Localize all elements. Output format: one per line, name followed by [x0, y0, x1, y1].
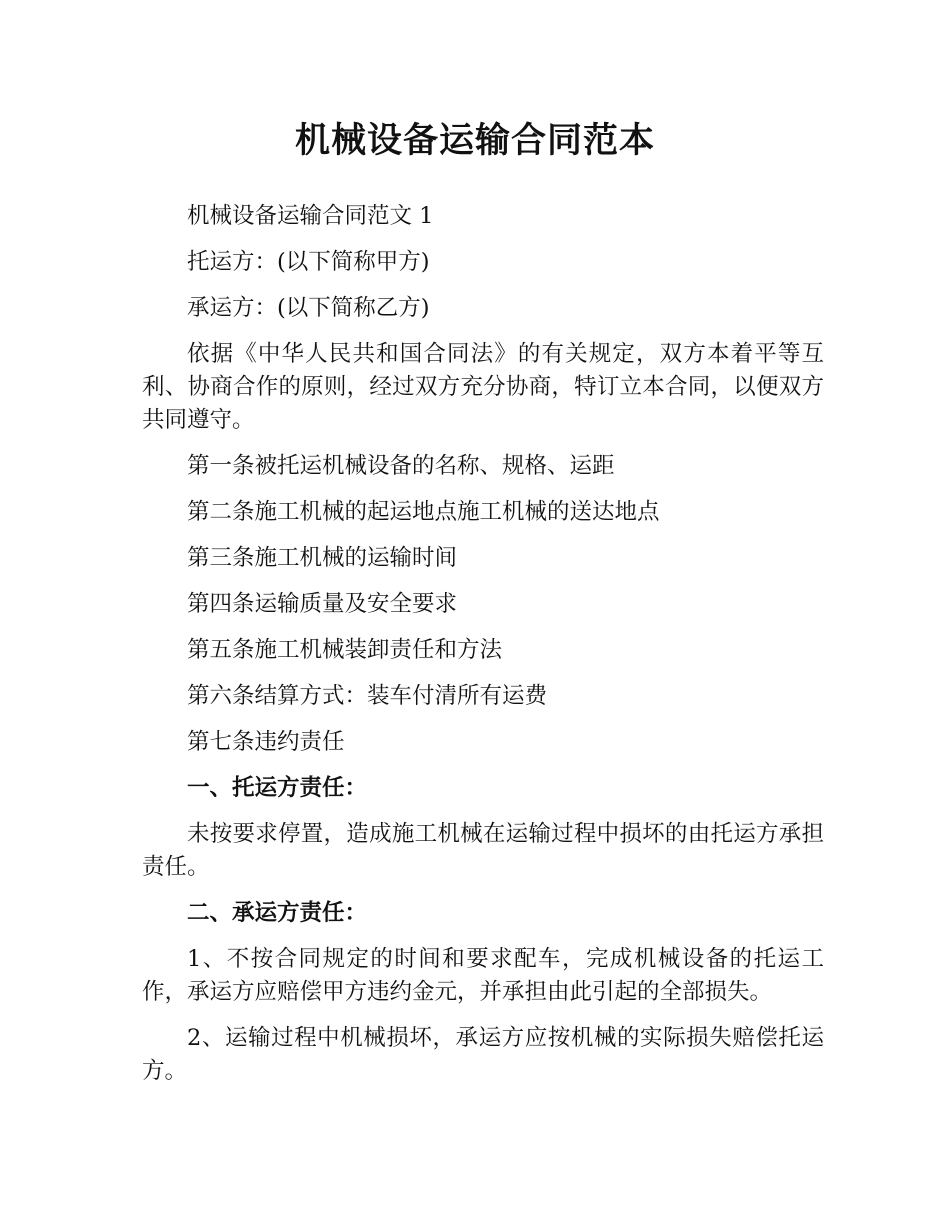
paragraph-article-2: 第二条施工机械的起运地点施工机械的送达地点 — [187, 499, 660, 525]
paragraph-contract-sample: 机械设备运输合同范文 1 — [187, 203, 434, 229]
paragraph-article-4: 第四条运输质量及安全要求 — [187, 591, 458, 617]
document-title: 机械设备运输合同范本 — [294, 121, 655, 161]
paragraph-article-5: 第五条施工机械装卸责任和方法 — [187, 637, 503, 663]
paragraph-carrier: 承运方：(以下简称乙方) — [187, 295, 430, 321]
paragraph-preamble: 依据《中华人民共和国合同法》的有关规定，双方本着平等互利、协商合作的原则，经过双方充分协商，特订立本合同，以便双方共同遵守。 — [142, 341, 824, 433]
paragraph-consignor-liability: 未按要求停置，造成施工机械在运输过程中损坏的由托运方承担责任。 — [142, 821, 824, 880]
paragraph-article-1: 第一条被托运机械设备的名称、规格、运距 — [187, 453, 615, 479]
paragraph-carrier-liability-2: 2、运输过程中机械损坏，承运方应按机械的实际损失赔偿托运方。 — [142, 1025, 824, 1084]
paragraph-article-3: 第三条施工机械的运输时间 — [187, 545, 458, 571]
document-body — [142, 200, 824, 1101]
section-heading-consignor-liability: 一、托运方责任： — [187, 775, 368, 801]
paragraph-article-6: 第六条结算方式：装车付清所有运费 — [187, 683, 548, 709]
paragraph-carrier-liability-1: 1、不按合同规定的时间和要求配车，完成机械设备的托运工作，承运方应赔偿甲方违约金元，并承担由此引起的全部损失。 — [142, 946, 824, 1005]
paragraph-article-7: 第七条违约责任 — [187, 729, 345, 755]
paragraph-consignor: 托运方：(以下简称甲方) — [187, 249, 430, 275]
section-heading-carrier-liability: 二、承运方责任： — [187, 900, 368, 926]
